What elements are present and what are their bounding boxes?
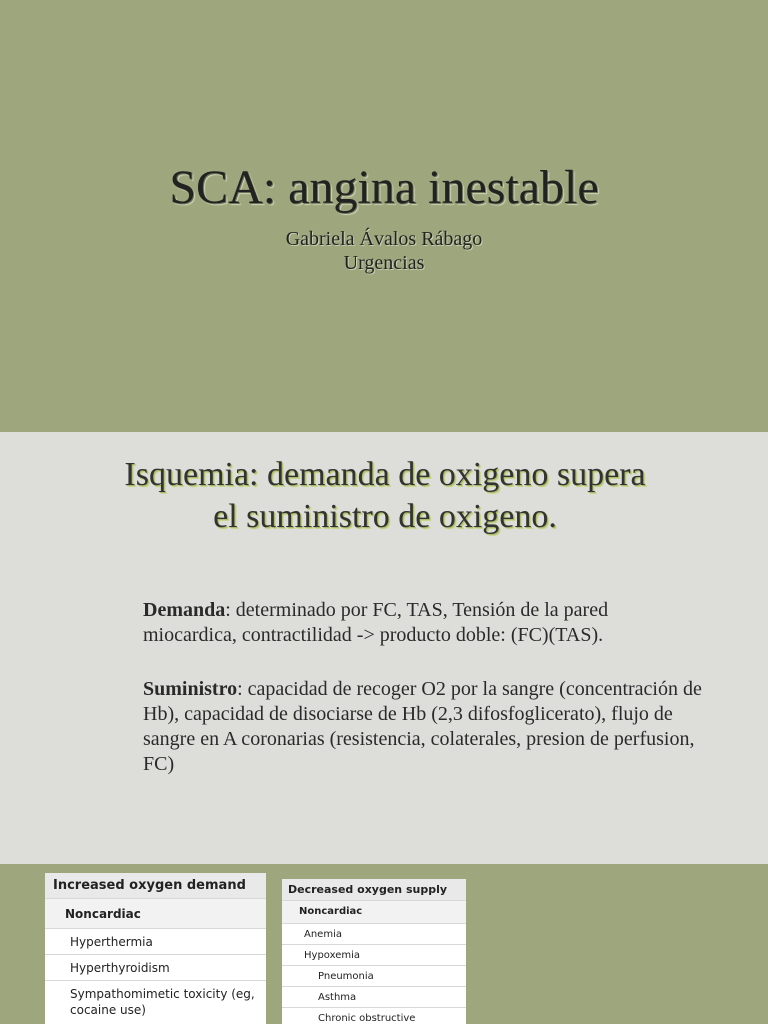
supply-paragraph xyxy=(143,677,703,777)
table-row: Pneumonia xyxy=(282,966,466,987)
heading-line-1: Isquemia: demanda de oxigeno supera xyxy=(124,456,646,493)
heading-line-2: el suministro de oxigeno. xyxy=(213,498,557,535)
slide-title: SCA: angina inestable xyxy=(169,161,599,214)
table-section: Noncardiac xyxy=(45,899,266,929)
demand-paragraph xyxy=(143,598,703,648)
demand-text: : determinado por FC, TAS, Tensión de la pared miocardica, contractilidad -> producto doble: (FC)(TAS). xyxy=(143,599,609,646)
author-name: Gabriela Ávalos Rábago xyxy=(285,228,483,250)
table-section: Noncardiac xyxy=(282,901,466,924)
supply-text: : capacidad de recoger O2 por la sangre (concentración de Hb), capacidad de disociarse de Hb (2,3 difosfoglicerato), flujo de sangre en A coronarias (resistencia, colaterales, presion de perfusion, FC) xyxy=(143,678,702,775)
table-row: Anemia xyxy=(282,924,466,945)
title-slide xyxy=(0,0,768,432)
table-header: Increased oxygen demand xyxy=(45,873,266,899)
ischemia-slide xyxy=(0,432,768,864)
table-header: Decreased oxygen supply xyxy=(282,879,466,901)
demand-label: Demanda xyxy=(143,599,226,621)
department-name: Urgencias xyxy=(343,252,425,274)
table-row: Hyperthyroidism xyxy=(45,955,266,981)
table-row: Hypoxemia xyxy=(282,945,466,966)
table-row: Asthma xyxy=(282,987,466,1008)
decreased-supply-table xyxy=(282,879,466,1024)
table-row: Hyperthermia xyxy=(45,929,266,955)
table-row: Sympathomimetic toxicity (eg, cocaine use) xyxy=(45,981,266,1024)
increased-demand-table xyxy=(45,873,266,1024)
table-row: Chronic obstructive xyxy=(282,1008,466,1024)
tables-slide xyxy=(0,864,768,1024)
supply-label: Suministro xyxy=(143,678,238,700)
ischemia-heading xyxy=(60,454,710,538)
